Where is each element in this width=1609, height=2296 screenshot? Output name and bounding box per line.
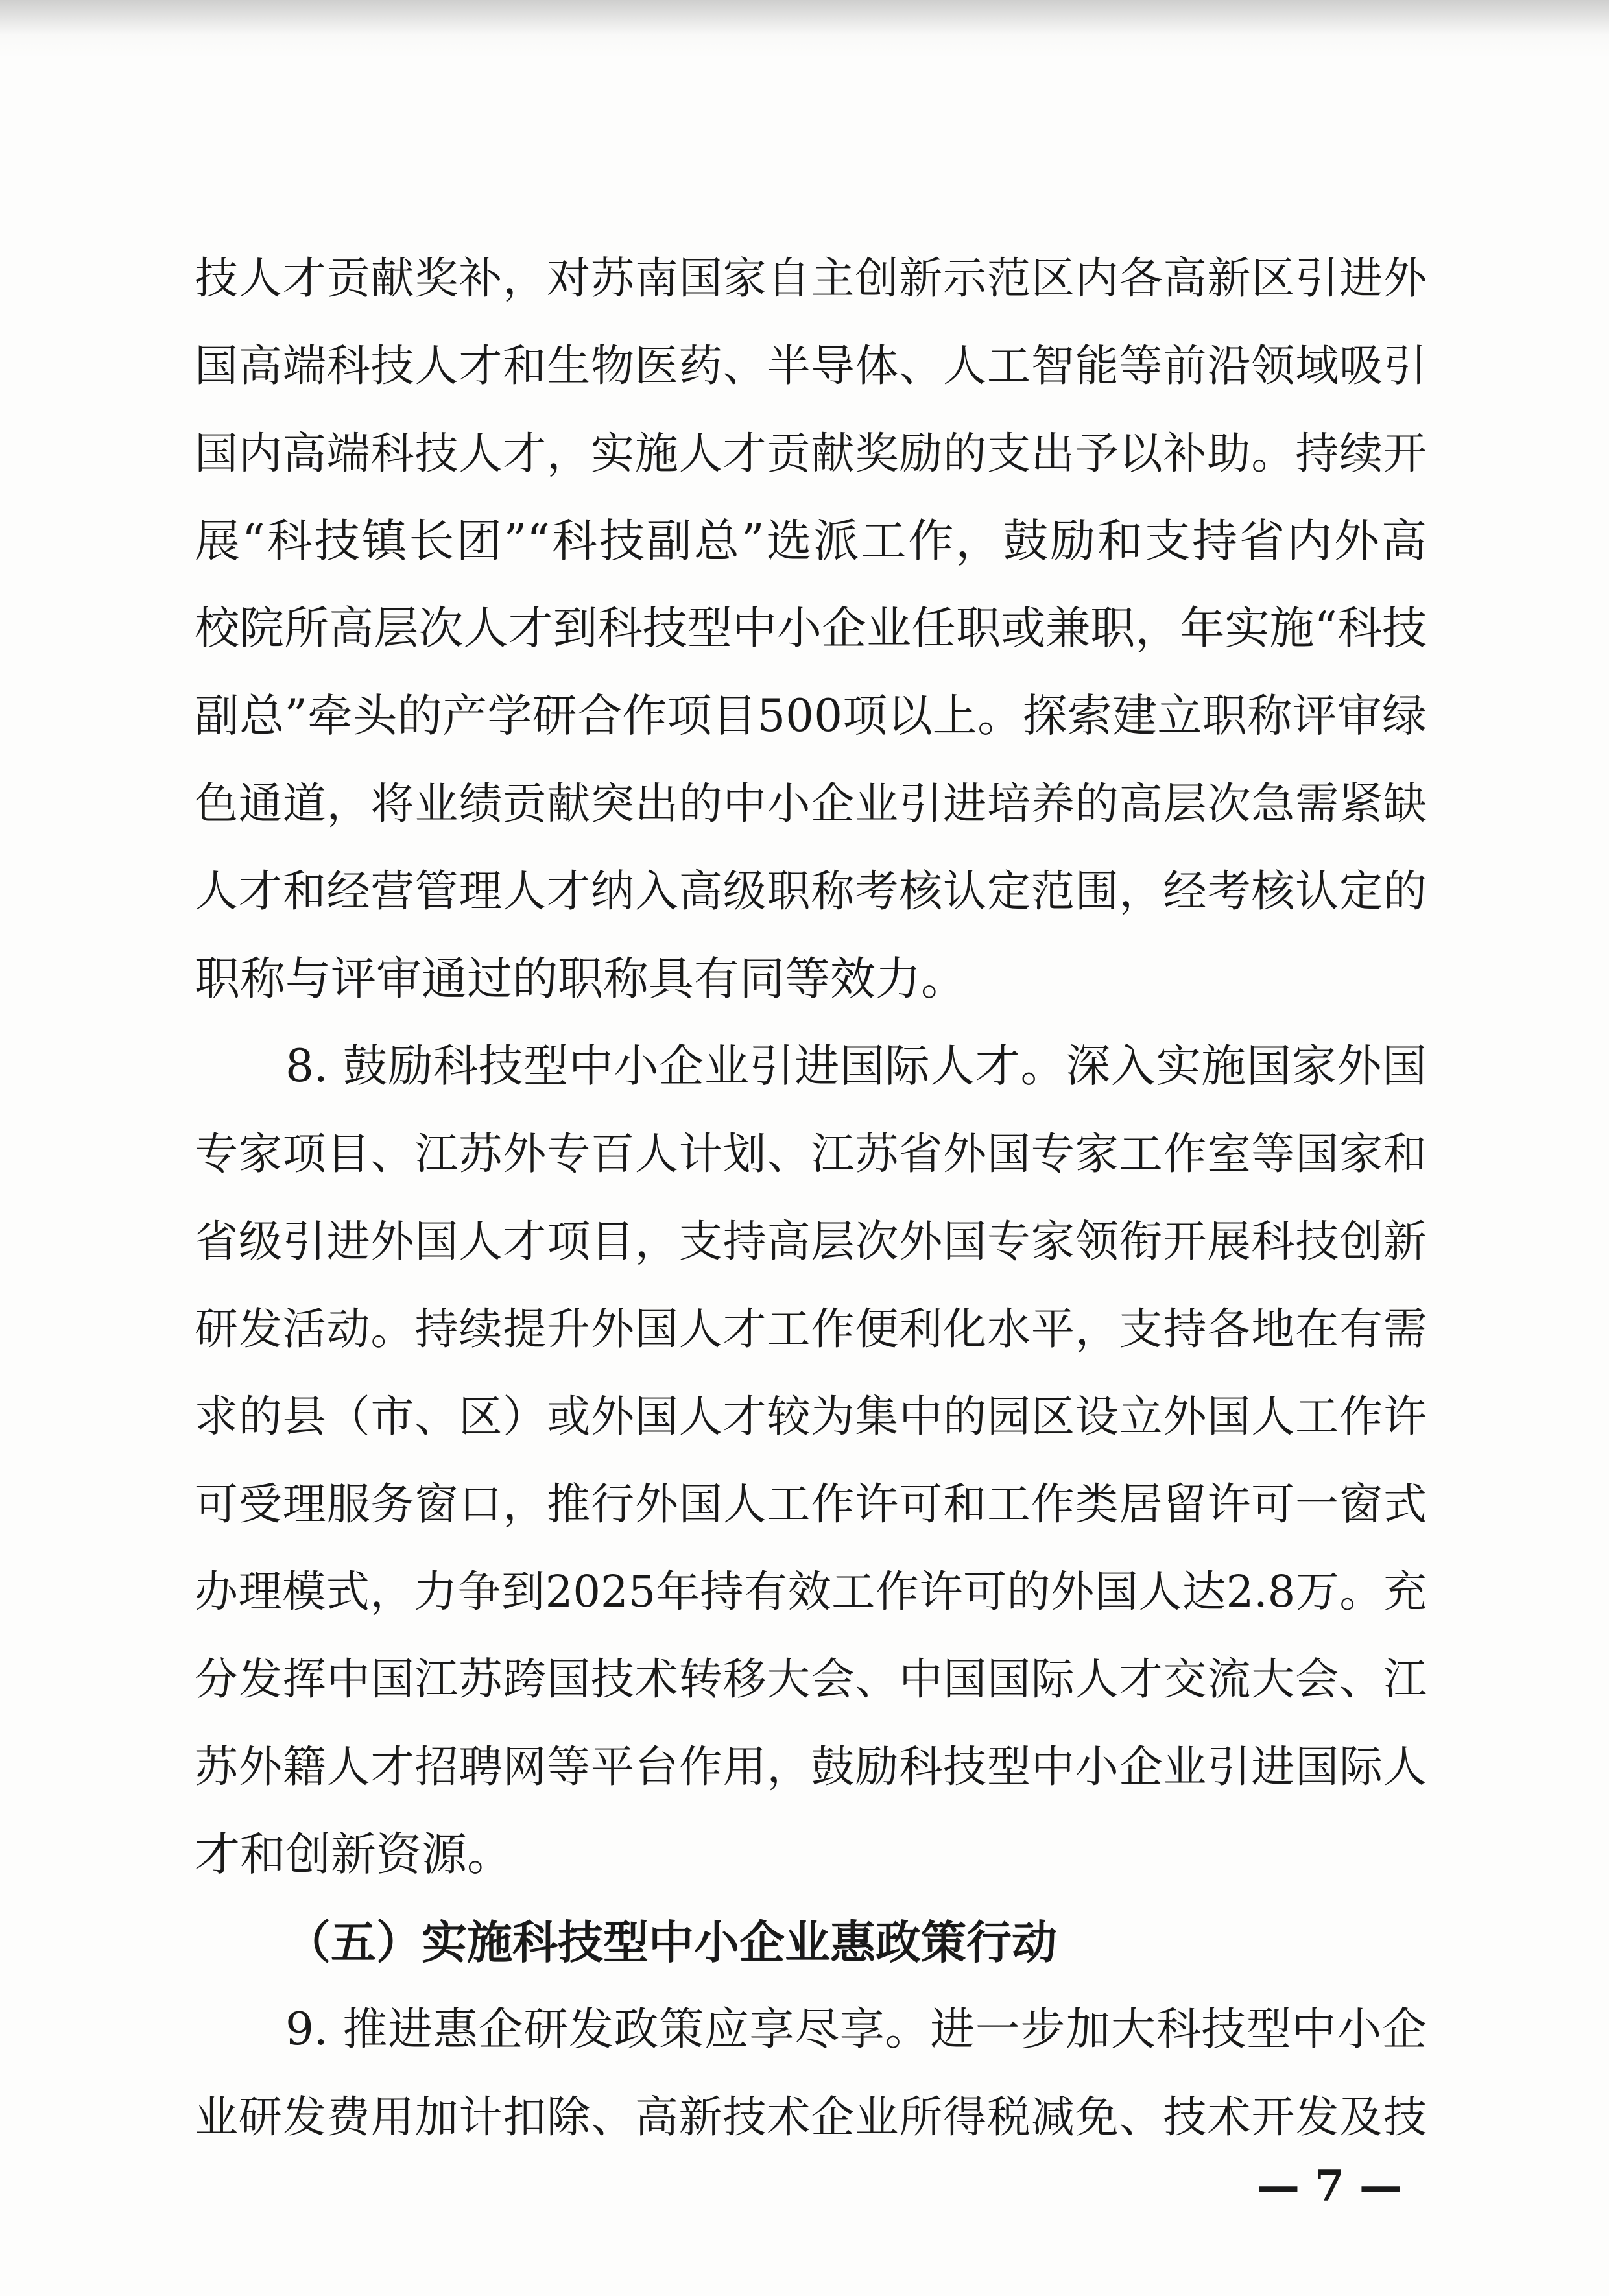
text-line: 色通道，将业绩贡献突出的中小企业引进培养的高层次急需紧缺	[195, 778, 1427, 829]
section-heading: （五）实施科技型中小企业惠政策行动	[285, 1915, 1057, 1969]
text-line: 展“科技镇长团”“科技副总”选派工作，鼓励和支持省内外高	[195, 514, 1427, 568]
text-line: 技人才贡献奖补，对苏南国家自主创新示范区内各高新区引进外	[195, 253, 1427, 304]
text-line: 国高端科技人才和生物医药、半导体、人工智能等前沿领域吸引	[195, 341, 1427, 391]
text-line: 省级引进外国人才项目，支持高层次外国专家领衔开展科技创新	[195, 1216, 1427, 1267]
text-line: 分发挥中国江苏跨国技术转移大会、中国国际人才交流大会、江	[195, 1654, 1427, 1704]
text-line: 副总”牵头的产学研合作项目500项以上。探索建立职称评审绿	[195, 690, 1427, 742]
page-number: — 7 —	[1257, 2160, 1402, 2211]
text-line: 研发活动。持续提升外国人才工作便利化水平，支持各地在有需	[195, 1304, 1427, 1354]
text-line: 求的县（市、区）或外国人才较为集中的园区设立外国人工作许	[195, 1391, 1427, 1442]
body-text	[195, 235, 1427, 2161]
text-line: 职称与评审通过的职称具有同等效力。	[195, 952, 966, 1005]
text-line: 9. 推进惠企研发政策应享尽享。进一步加大科技型中小企	[285, 2003, 1427, 2055]
text-line: 办理模式，力争到2025年持有效工作许可的外国人达2.8万。充	[195, 1566, 1427, 1617]
text-line: 专家项目、江苏外专百人计划、江苏省外国专家工作室等国家和	[195, 1129, 1427, 1179]
text-line: 业研发费用加计扣除、高新技术企业所得税减免、技术开发及技	[195, 2092, 1427, 2142]
text-line: 苏外籍人才招聘网等平台作用，鼓励科技型中小企业引进国际人	[195, 1741, 1427, 1792]
scan-edge-shadow	[0, 0, 1609, 58]
text-line: 可受理服务窗口，推行外国人工作许可和工作类居留许可一窗式	[195, 1479, 1427, 1529]
text-line: 8. 鼓励科技型中小企业引进国际人才。深入实施国家外国	[285, 1040, 1427, 1092]
text-line: 才和创新资源。	[195, 1828, 512, 1881]
text-line: 国内高端科技人才，实施人才贡献奖励的支出予以补助。持续开	[195, 428, 1427, 479]
text-line: 校院所高层次人才到科技型中小企业任职或兼职，年实施“科技	[195, 603, 1427, 654]
text-line: 人才和经营管理人才纳入高级职称考核认定范围，经考核认定的	[195, 866, 1427, 916]
